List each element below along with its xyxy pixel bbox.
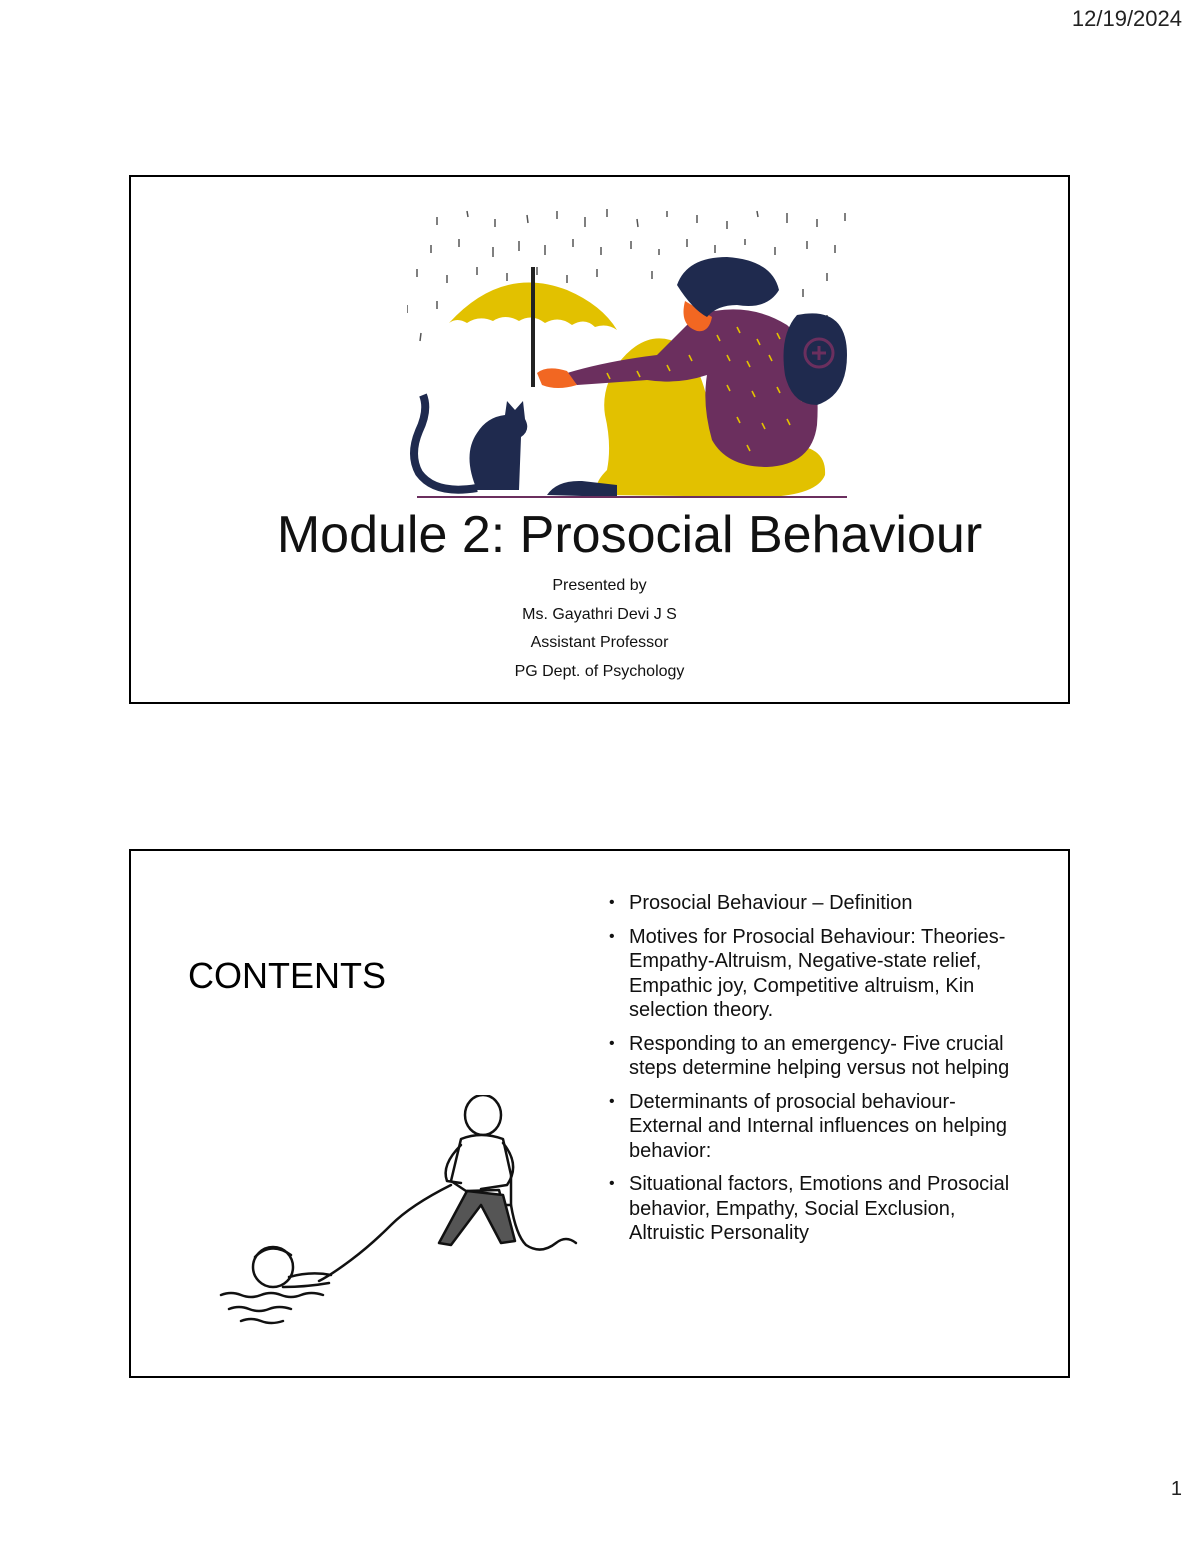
contents-slide [129, 849, 1070, 1378]
list-item: • Motives for Prosocial Behaviour: Theories- Empathy-Altruism, Negative-state relief, Empathic joy, Competitive altruism, Kin selection theory. [609, 925, 1029, 1023]
cat-icon [414, 395, 527, 490]
list-item: • Responding to an emergency- Five crucial steps determine helping versus not helping [609, 1032, 1029, 1081]
presenter-name: Ms. Gayathri Devi J S [522, 605, 677, 623]
backpack-icon [784, 313, 848, 405]
contents-list [609, 891, 1029, 1255]
title-slide [129, 175, 1070, 704]
presenter-block [131, 572, 1068, 686]
presenter-designation: Assistant Professor [530, 634, 669, 651]
person-sharing-umbrella-with-cat-icon [407, 205, 847, 500]
slide-title: Module 2: Prosocial Behaviour [276, 506, 983, 564]
list-item: • Determinants of prosocial behaviour- External and Internal influences on helping behavior: [609, 1090, 1029, 1164]
presenter-department: PG Dept. of Psychology [514, 662, 685, 680]
list-item: • Situational factors, Emotions and Prosocial behavior, Empathy, Social Exclusion, Altruistic Personality [609, 1172, 1029, 1246]
page-date: 12/19/2024 [1071, 6, 1182, 31]
presented-by-label: Presented by [552, 577, 647, 594]
list-item: • Prosocial Behaviour – Definition [609, 891, 1029, 916]
rescuer-pulling-drowning-person-icon [211, 1095, 581, 1325]
contents-heading: CONTENTS [188, 955, 386, 996]
page-number: 1 [1170, 1478, 1182, 1500]
